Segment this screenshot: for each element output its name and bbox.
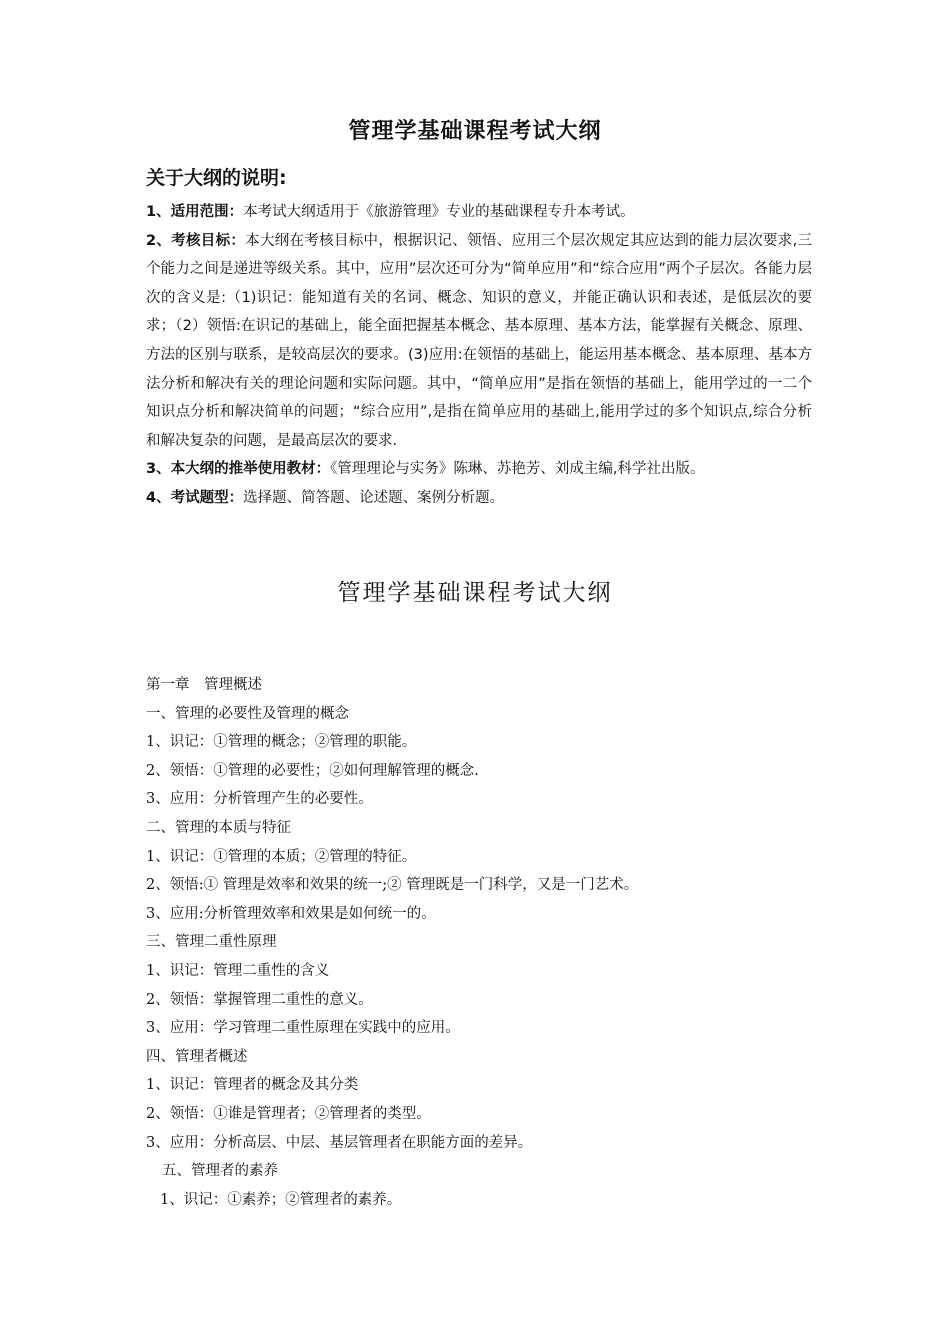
outline-item: 2、领悟:① 管理是效率和效果的统一;② 管理既是一门科学，又是一门艺术。 (146, 877, 639, 894)
outline-section-heading: 一、管理的必要性及管理的概念 (146, 705, 349, 722)
outline-section-heading: 二、管理的本质与特征 (146, 819, 291, 836)
outline-item: 1、识记：①管理的本质；②管理的特征。 (146, 848, 417, 865)
outline-item: 1、识记：①素养；②管理者的素养。 (160, 1191, 402, 1208)
notes-section (146, 198, 812, 513)
outline-section-heading: 四、管理者概述 (146, 1048, 248, 1065)
outline-item: 2、领悟：掌握管理二重性的意义。 (146, 991, 373, 1008)
note-label: 1、适用范围： (146, 204, 244, 220)
outline-item: 1、识记：管理二重性的含义 (146, 962, 330, 979)
notes-heading: 关于大纲的说明: (146, 167, 287, 189)
outline-item: 1、识记：①管理的概念；②管理的职能。 (146, 734, 417, 751)
note-text: 《管理理论与实务》陈琳、苏艳芳、刘成主编,科学社出版。 (330, 461, 705, 478)
outline-section-heading: 五、管理者的素养 (162, 1163, 278, 1180)
outline-section-heading: 三、管理二重性原理 (146, 934, 277, 951)
outline-section (146, 671, 826, 1214)
outline-item: 2、领悟：①管理的必要性；②如何理解管理的概念. (146, 762, 479, 779)
note-label: 4、考试题型： (146, 489, 244, 506)
outline-item: 1、识记：管理者的概念及其分类 (146, 1077, 359, 1094)
note-item (146, 198, 812, 227)
note-item (146, 227, 812, 456)
note-label: 3、本大纲的推举使用教材： (146, 461, 331, 478)
note-item (146, 484, 812, 513)
note-text: 本考试大纲适用于《旅游管理》专业的基础课程专升本考试。 (243, 204, 635, 220)
note-item (146, 455, 812, 484)
note-text: 选择题、简答题、论述题、案例分析题。 (243, 489, 505, 506)
outline-item: 3、应用：分析高层、中层、基层管理者在职能方面的差异。 (146, 1134, 533, 1151)
document-title: 管理学基础课程考试大纲 (348, 119, 602, 144)
outline-item: 3、应用：分析管理产生的必要性。 (146, 791, 373, 808)
outline-item: 3、应用：学习管理二重性原理在实践中的应用。 (146, 1020, 460, 1037)
outline-item: 3、应用:分析管理效率和效果是如何统一的。 (146, 905, 436, 922)
outline-title: 管理学基础课程考试大纲 (337, 580, 613, 606)
chapter-heading: 第一章 管理概述 (146, 677, 262, 693)
outline-item: 2、领悟：①谁是管理者；②管理者的类型。 (146, 1105, 431, 1122)
note-label: 2、考核目标： (146, 232, 246, 249)
note-text: 本大纲在考核目标中，根据识记、领悟、应用三个层次规定其应达到的能力层次要求,三个能力之间是递进等级关系。其中，应用”层次还可分为“简单应用”和“综合应用”两个子层次。各能力层次的含义是:（1)识记：能知道有关的名词、概念、知识的意义，并能正确认识和表述，是低层次的要求；（2）领悟:在识记的基础上，能全面把握基本概念、基本原理、基本方法，能掌握有关概念、原理、方法的区别与联系，是较高层次的要求。(3)应用:在领悟的基础上，能运用基本概念、基本原理、基本方法分析和解决有关的理论问题和实际问题。其中，“简单应用”是指在领悟的基础上，能用学过的一二个知识点分析和解决简单的问题；“综合应用”,是指在简单应用的基础上,能用学过的多个知识点,综合分析和解决复杂的问题，是最高层次的要求. (146, 232, 813, 449)
